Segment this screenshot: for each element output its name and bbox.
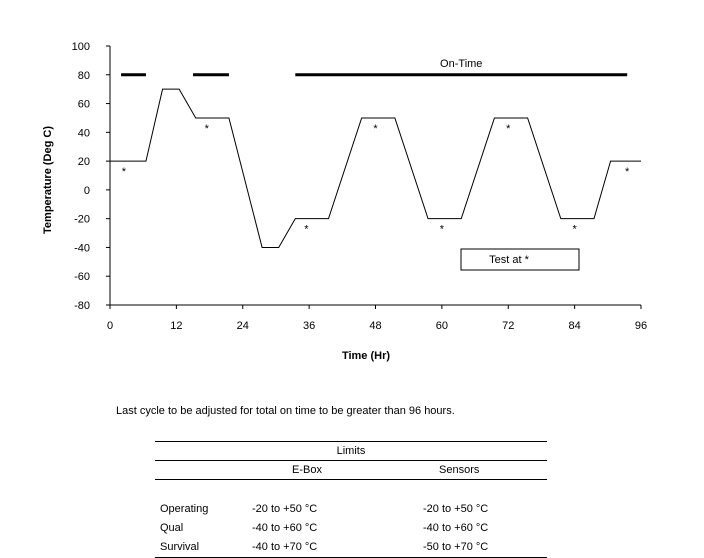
row-sensors-value: -20 to +50 °C	[423, 503, 489, 515]
test-marker: *	[506, 123, 511, 136]
limits-table	[155, 441, 547, 558]
table-row	[155, 500, 547, 519]
x-axis-label: Time (Hr)	[341, 350, 391, 362]
x-tick-label: 48	[369, 320, 382, 332]
x-tick-label: 36	[303, 320, 316, 332]
test-marker: *	[625, 166, 630, 179]
column-header-sensors: Sensors	[439, 464, 480, 476]
y-tick-label: 40	[77, 127, 90, 140]
y-tick-label: 80	[77, 69, 90, 82]
adjustment-note: Last cycle to be adjusted for total on time to be greater than 96 hours.	[116, 405, 455, 417]
y-tick-label: -40	[74, 242, 90, 255]
chart-ticks	[72, 41, 647, 332]
x-tick-label: 12	[170, 320, 183, 332]
x-tick-label: 96	[634, 320, 648, 332]
y-tick-label: -80	[74, 300, 90, 312]
y-tick-label: 0	[83, 184, 90, 197]
row-label: Operating	[160, 503, 209, 515]
column-header-ebox: E-Box	[292, 464, 322, 476]
table-row	[155, 538, 547, 557]
y-tick-label: 60	[77, 98, 90, 111]
row-ebox-value: -40 to +60 °C	[252, 522, 318, 534]
test-marker: *	[204, 123, 209, 136]
temperature-line	[110, 89, 641, 247]
x-tick-label: 72	[502, 320, 515, 332]
test-marker: *	[304, 223, 309, 236]
legend-box-label: Test at *	[489, 254, 529, 266]
row-label: Survival	[160, 541, 200, 553]
test-marker: *	[572, 223, 577, 236]
test-marker: *	[439, 223, 445, 236]
y-tick-label: 100	[71, 41, 90, 53]
test-markers	[122, 123, 630, 236]
row-sensors-value: -40 to +60 °C	[423, 522, 489, 534]
test-marker: *	[373, 123, 378, 136]
table-header-row	[155, 461, 547, 479]
y-axis-label: Temperature (Deg C)	[42, 126, 54, 234]
test-marker: *	[121, 166, 126, 179]
row-ebox-value: -40 to +70 °C	[252, 541, 318, 553]
y-tick-label: -20	[74, 213, 90, 226]
row-label: Qual	[160, 522, 184, 534]
on-time-label: On-Time	[440, 57, 483, 70]
x-tick-label: 60	[435, 320, 448, 332]
row-sensors-value: -50 to +70 °C	[423, 541, 489, 553]
x-tick-label: 24	[236, 320, 249, 332]
y-tick-label: 20	[77, 156, 90, 169]
x-tick-label: 84	[568, 320, 581, 332]
limits-title: Limits	[336, 445, 366, 457]
row-ebox-value: -20 to +50 °C	[252, 503, 318, 515]
x-tick-label: 0	[106, 320, 114, 332]
y-tick-label: -60	[74, 271, 90, 284]
temperature-series	[110, 89, 641, 247]
table-row	[155, 519, 547, 538]
